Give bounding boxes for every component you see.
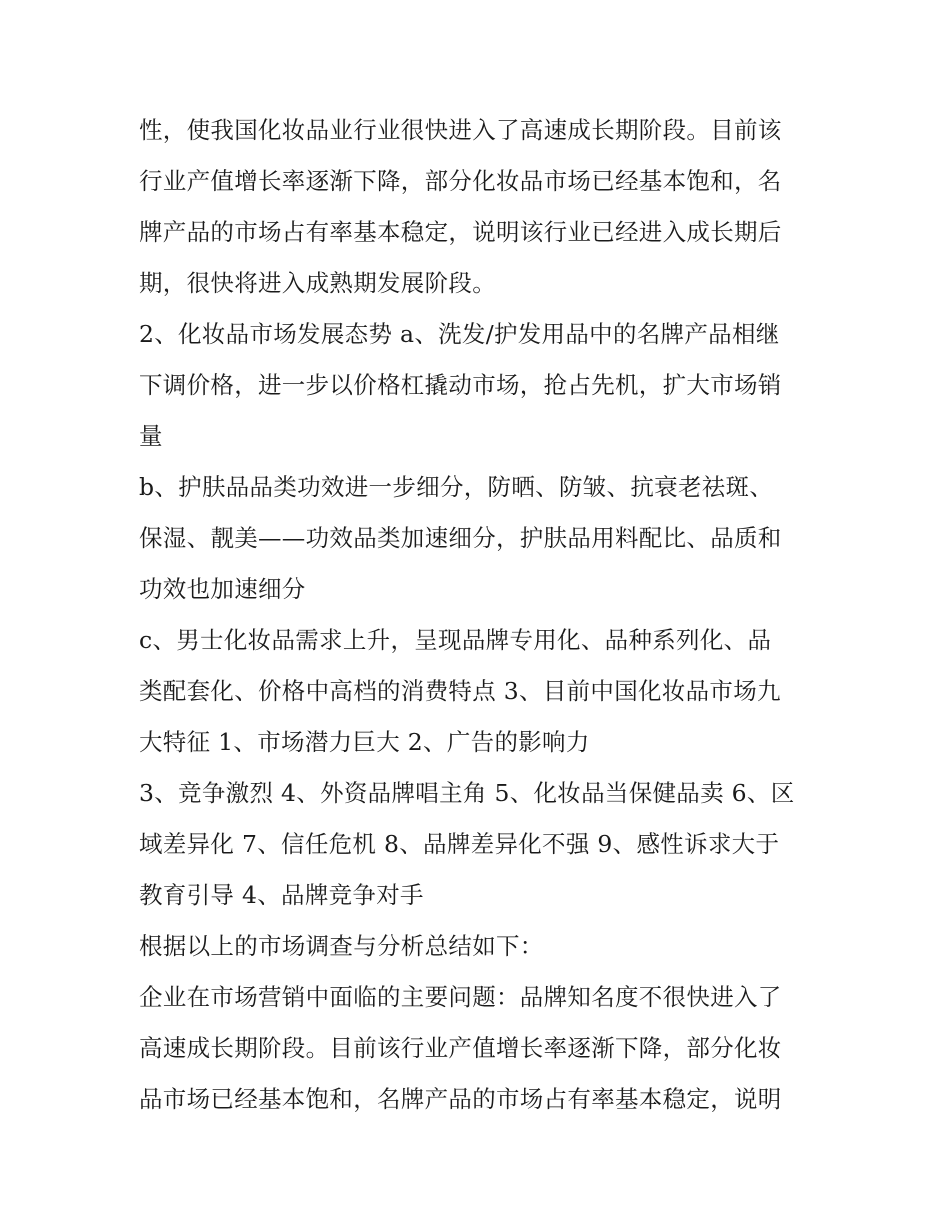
paragraph-summary-intro (139, 921, 815, 972)
text-line: 域差异化 7、信任危机 8、品牌差异化不强 9、感性诉求大于 (139, 830, 780, 858)
text-line: 保湿、靓美——功效品类加速细分，护肤品用料配比、品质和 (139, 524, 782, 552)
text-line: b、护肤品品类功效进一步细分，防晒、防皱、抗衰老祛斑、 (139, 473, 774, 501)
text-line: 大特征 1、市场潜力巨大 2、广告的影响力 (139, 728, 590, 756)
paragraph-market-trend (139, 309, 815, 462)
text-line: 3、竞争激烈 4、外资品牌唱主角 5、化妆品当保健品卖 6、区 (139, 779, 795, 807)
text-line: 教育引导 4、品牌竞争对手 (139, 881, 424, 909)
paragraph-industry-growth (139, 105, 815, 309)
paragraph-market-features (139, 768, 815, 921)
text-line: 行业产值增长率逐渐下降，部分化妆品市场已经基本饱和，名 (139, 167, 782, 195)
paragraph-main-problems (139, 972, 815, 1125)
text-line: 根据以上的市场调查与分析总结如下： (139, 932, 544, 960)
text-line: 功效也加速细分 (139, 575, 306, 603)
document-body (139, 105, 815, 1125)
text-line: 牌产品的市场占有率基本稳定，说明该行业已经进入成长期后 (139, 218, 782, 246)
text-line: 品市场已经基本饱和，名牌产品的市场占有率基本稳定，说明 (139, 1085, 782, 1113)
text-line: 性，使我国化妆品业行业很快进入了高速成长期阶段。目前该 (139, 116, 782, 144)
paragraph-mens-cosmetics (139, 615, 815, 768)
text-line: c、男士化妆品需求上升，呈现品牌专用化、品种系列化、品 (139, 626, 772, 654)
text-line: 企业在市场营销中面临的主要问题：品牌知名度不很快进入了 (139, 983, 782, 1011)
text-line: 下调价格，进一步以价格杠撬动市场，抢占先机，扩大市场销 (139, 371, 782, 399)
text-line: 量 (139, 422, 163, 450)
text-line: 高速成长期阶段。目前该行业产值增长率逐渐下降，部分化妆 (139, 1034, 782, 1062)
text-line: 期，很快将进入成熟期发展阶段。 (139, 269, 496, 297)
paragraph-skincare-segmentation (139, 462, 815, 615)
text-line: 类配套化、价格中高档的消费特点 3、目前中国化妆品市场九 (139, 677, 781, 705)
text-line: 2、化妆品市场发展态势 a、洗发/护发用品中的名牌产品相继 (139, 320, 780, 348)
